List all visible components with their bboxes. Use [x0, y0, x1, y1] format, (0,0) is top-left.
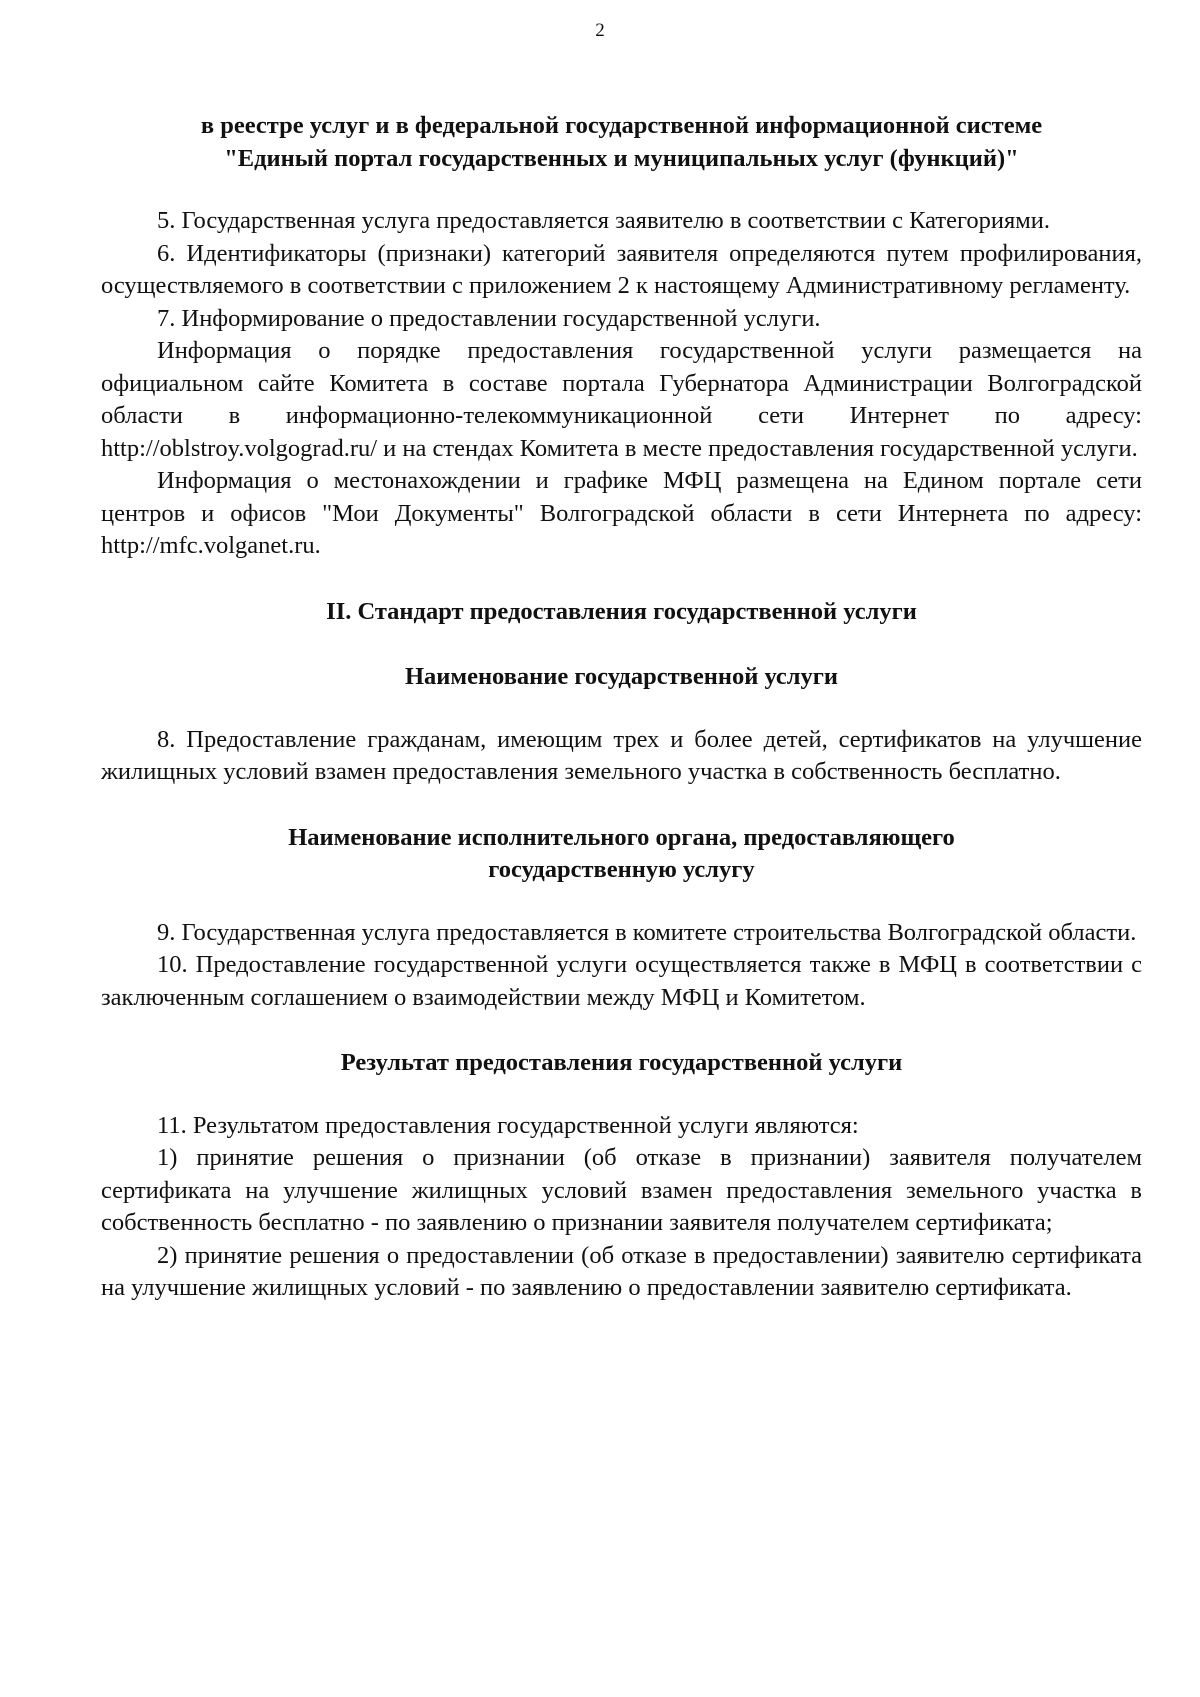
- paragraph-group-result: [101, 1110, 1142, 1305]
- intro-heading-line2: "Единый портал государственных и муниципальных услуг (функций)": [224, 144, 1019, 172]
- paragraph-10: 10. Предоставление государственной услуги осуществляется также в МФЦ в соответствии с заключенным соглашением о взаимодействии между МФЦ и Комитетом.: [101, 951, 1142, 1011]
- paragraph-8: 8. Предоставление гражданам, имеющим трех и более детей, сертификатов на улучшение жилищных условий взамен предоставления земельного участка в собственность бесплатно.: [101, 725, 1142, 785]
- page-number: 2: [595, 20, 605, 41]
- paragraph-5: 5. Государственная услуга предоставляется заявителю в соответствии с Категориями.: [157, 207, 1051, 234]
- subsection-service-name-title: Наименование государственной услуги: [404, 663, 839, 690]
- paragraph-group-executive-body: [101, 917, 1142, 1015]
- subsection-result-title: Результат предоставления государственной услуги: [340, 1049, 903, 1076]
- document-body: [101, 110, 1142, 1305]
- section-2-title: II. Стандарт предоставления государственной услуги: [326, 597, 917, 625]
- paragraph-7-info-site: Информация о порядке предоставления государственной услуги размещается на официальном сайте Комитета в составе портала Губернатора Администрации Волгоградской области в информационно-телекоммуникационной сети Интернет по адресу: http://oblstroy.volgograd.ru/ и на стендах Комитета в месте предоставления государственной услуги.: [101, 337, 1142, 462]
- paragraph-6: 6. Идентификаторы (признаки) категорий заявителя определяются путем профилирования, осуществляемого в соответствии с приложением 2 к настоящему Административному регламенту.: [101, 239, 1142, 299]
- intro-heading: [101, 110, 1142, 175]
- paragraph-11: 11. Результатом предоставления государственной услуги являются:: [157, 1111, 859, 1139]
- paragraph-11-item-2: 2) принятие решения о предоставлении (об отказе в предоставлении) заявителю сертификата на улучшение жилищных условий - по заявлению о предоставлении заявителю сертификата.: [101, 1241, 1142, 1301]
- subsection-executive-body-title: [101, 822, 1142, 887]
- paragraph-9: 9. Государственная услуга предоставляется в комитете строительства Волгоградской области.: [157, 918, 1137, 946]
- paragraph-group-1: [101, 205, 1142, 563]
- paragraph-7: 7. Информирование о предоставлении государственной услуги.: [157, 304, 821, 332]
- intro-heading-line1: в реестре услуг и в федеральной государственной информационной системе: [200, 112, 1043, 139]
- subsection-executive-body-title-line2: государственную услугу: [488, 856, 755, 883]
- paragraph-11-item-1: 1) принятие решения о признании (об отказе в признании) заявителя получателем сертификата на улучшение жилищных условий взамен предоставления земельного участка в собственность бесплатно - по заявлению о признании заявителя получателем сертификата;: [101, 1144, 1142, 1236]
- paragraph-7-info-mfc: Информация о местонахождении и графике МФЦ размещена на Едином портале сети центров и офисов "Мои Документы" Волгоградской области в сети Интернета по адресу: http://mfc.volganet.ru.: [101, 467, 1142, 559]
- subsection-executive-body-title-line1: Наименование исполнительного органа, предоставляющего: [288, 823, 955, 851]
